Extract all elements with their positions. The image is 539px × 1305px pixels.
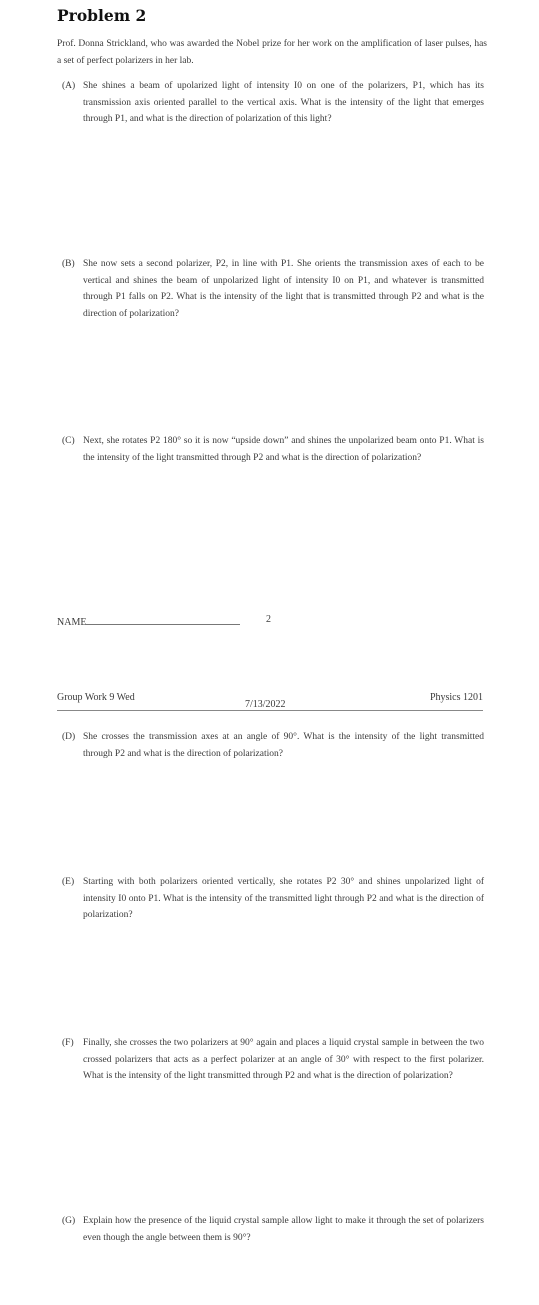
- part-text: Starting with both polarizers oriented vertically, she rotates P2 30° and shines unpolarized light of intensity I0 onto P1. What is the intensity of the transmitted light through P2 and what is the direction of polarization?: [83, 877, 484, 921]
- problem-title: Problem 2: [57, 6, 147, 25]
- part-label: (A): [62, 81, 76, 91]
- header-date: 7/13/2022: [245, 699, 286, 710]
- part-text: Finally, she crosses the two polarizers at 90° again and places a liquid crystal sample in between the two crossed polarizers that acts as a perfect polarizer at an angle of 30° with respect to the first polarizer. What is the intensity of the light transmitted through P2 and what is the direction of polarization?: [83, 1038, 484, 1082]
- part-c: [62, 433, 484, 466]
- name-label: NAME: [57, 617, 87, 628]
- header-course-group: Group Work 9 Wed: [57, 692, 135, 703]
- part-text: She crosses the transmission axes at an angle of 90°. What is the intensity of the light transmitted through P2 and what is the direction of polarization?: [83, 732, 484, 759]
- part-label: (E): [62, 877, 75, 887]
- page-number: 2: [266, 614, 271, 625]
- part-label: (C): [62, 436, 75, 446]
- part-e: [62, 874, 484, 924]
- name-blank: [86, 614, 240, 625]
- part-text: She now sets a second polarizer, P2, in line with P1. She orients the transmission axes of each to be vertical and shines the beam of unpolarized light of intensity I0 on P1, and whatever is transmitted through P1 falls on P2. What is the intensity of the light that is transmitted through P2 and what is the direction of polarization?: [83, 259, 484, 319]
- part-b: [62, 256, 484, 322]
- part-f: [62, 1035, 484, 1085]
- part-a: [62, 78, 484, 128]
- part-label: (D): [62, 732, 76, 742]
- part-label: (G): [62, 1216, 76, 1226]
- name-field: [57, 614, 240, 628]
- part-text: Next, she rotates P2 180° so it is now “upside down” and shines the unpolarized beam onto P1. What is the intensity of the light transmitted through P2 and what is the direction of polarization?: [83, 436, 484, 463]
- header-course: Physics 1201: [429, 692, 483, 703]
- part-g: [62, 1213, 484, 1246]
- problem-intro: Prof. Donna Strickland, who was awarded the Nobel prize for her work on the amplification of laser pulses, has a set of perfect polarizers in her lab.: [57, 39, 487, 66]
- page-header: [57, 688, 483, 711]
- part-d: [62, 729, 484, 762]
- part-text: She shines a beam of upolarized light of intensity I0 on one of the polarizers, P1, which has its transmission axis oriented parallel to the vertical axis. What is the intensity of the light that emerges through P1, and what is the direction of polarization of this light?: [83, 81, 484, 125]
- part-label: (F): [62, 1038, 74, 1048]
- part-text: Explain how the presence of the liquid crystal sample allow light to make it through the set of polarizers even though the angle between them is 90°?: [83, 1216, 484, 1243]
- part-label: (B): [62, 259, 75, 269]
